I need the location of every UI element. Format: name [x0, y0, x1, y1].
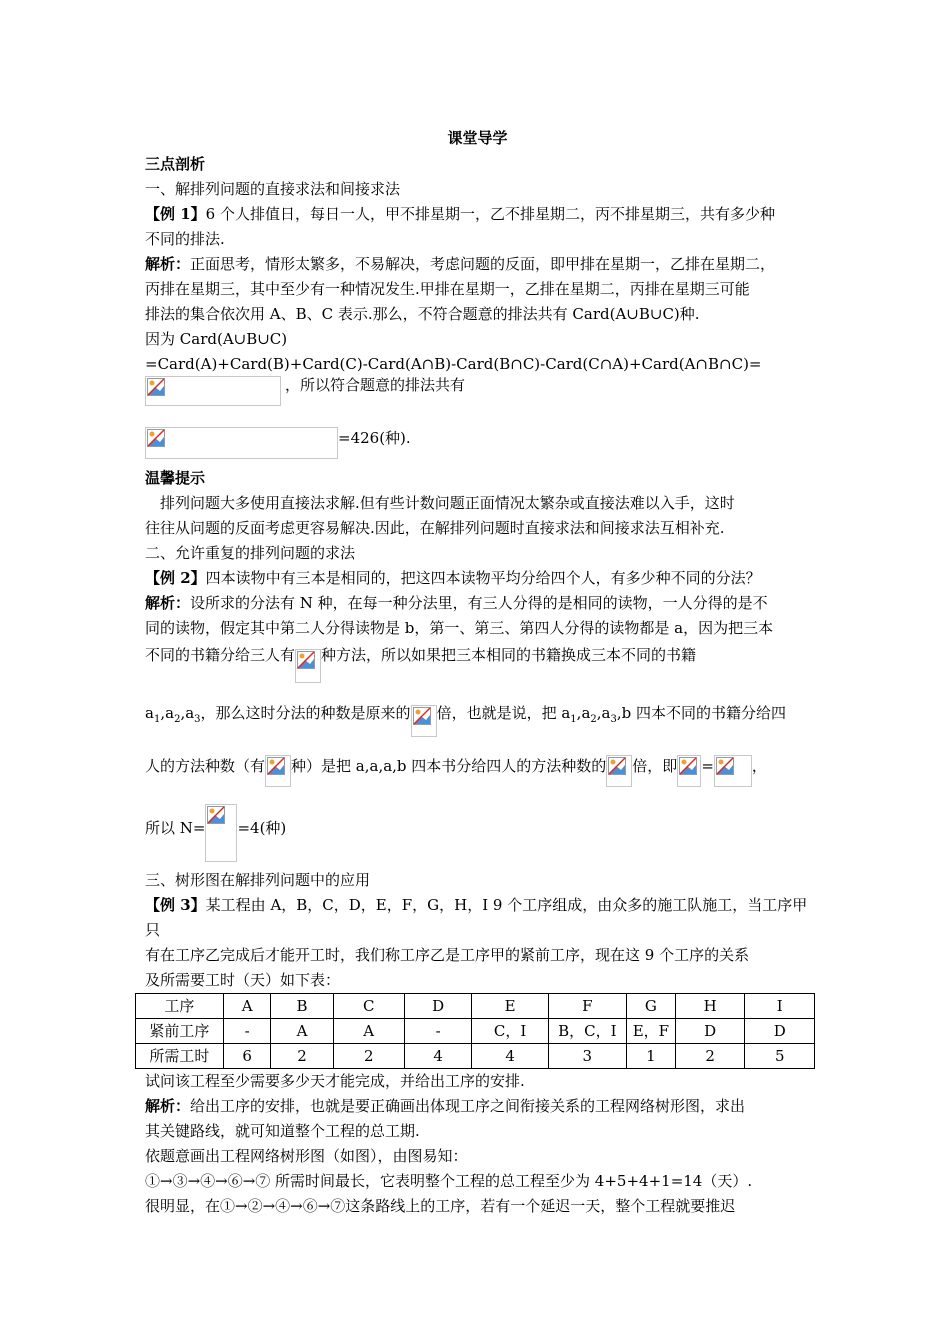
section-heading: 三点剖析	[145, 155, 206, 173]
process-table	[135, 993, 815, 1069]
s3-example-3: 及所需要工时（天）如下表：	[145, 971, 341, 989]
formula-image-n-times	[677, 755, 701, 787]
formula-image-times-2	[606, 755, 632, 787]
table-cell: 1	[626, 1044, 675, 1069]
s1-analysis: 解析：正面思考，情形太繁多，不易解决，考虑问题的反面，即甲排在星期一，乙排在星期二，	[145, 255, 776, 273]
table-cell: A	[223, 994, 271, 1019]
document-page	[145, 120, 810, 1219]
table-row	[136, 994, 815, 1019]
formula-image-a44	[265, 755, 291, 787]
table-cell: A	[271, 1019, 333, 1044]
s3-analysis-2: 其关键路线，就可知道整个工程的总工期.	[145, 1122, 420, 1140]
s2-line-5: 人的方法种数（有 种）是把 a,a,a,b 四本书分给四人的方法种数的 倍，即 = ，	[145, 741, 810, 791]
s3-heading: 三、树形图在解排列问题中的应用	[145, 871, 371, 889]
s3-example: 【例 3】某工程由 A，B，C，D，E，F，G，H，I 9 个工序组成，由众多的施工队施工，当工序甲只	[145, 896, 808, 939]
table-cell: E	[472, 994, 548, 1019]
s1-analysis-3: 排法的集合依次用 A、B、C 表示.那么，不符合题意的排法共有 Card(A∪B∪C)种.	[145, 305, 700, 323]
broken-image-icon	[679, 757, 697, 775]
table-cell: E，F	[626, 1019, 675, 1044]
s1-after-img1: ，所以符合题意的排法共有	[285, 375, 466, 394]
s3-question: 试问该工程至少需要多少天才能完成，并给出工序的安排.	[145, 1072, 525, 1090]
tip-line-2: 往往从问题的反面考虑更容易解决.因此，在解排列问题时直接求法和间接求法互相补充.	[145, 519, 725, 537]
s2-line-3: 不同的书籍分给三人有 种方法，所以如果把三本相同的书籍换成三本不同的书籍	[145, 641, 810, 685]
table-cell: F	[548, 994, 626, 1019]
table-row	[136, 1044, 815, 1069]
table-cell: 工序	[136, 994, 224, 1019]
broken-image-icon	[207, 806, 225, 824]
formula-image-times-1	[411, 705, 437, 737]
table-cell: 6	[223, 1044, 271, 1069]
broken-image-icon	[716, 757, 734, 775]
broken-image-icon	[297, 651, 315, 669]
s3-analysis-3: 依题意画出工程网络树形图（如图），由图易知：	[145, 1147, 468, 1165]
table-cell: 2	[271, 1044, 333, 1069]
page-title: 课堂导学	[447, 129, 508, 147]
s2-analysis: 解析：设所求的分法有 N 种，在每一种分法里，有三人分得的是相同的读物，一人分得的是不	[145, 594, 768, 612]
formula-image-fraction	[205, 804, 237, 862]
s3-analysis: 解析：给出工序的安排，也就是要正确画出体现工序之间衔接关系的工程网络树形图，求出	[145, 1097, 746, 1115]
table-cell: 5	[745, 1044, 815, 1069]
table-cell: B，C，I	[548, 1019, 626, 1044]
table-cell: I	[745, 994, 815, 1019]
s2-result: 所以 N= =4(种)	[145, 797, 810, 861]
table-cell: 4	[404, 1044, 472, 1069]
table-cell: 所需工时	[136, 1044, 224, 1069]
table-cell: -	[404, 1019, 472, 1044]
s2-analysis-2: 同的读物，假定其中第二人分得读物是 b，第一、第三、第四人分得的读物都是 a，因为把三本	[145, 619, 774, 637]
s1-after-img2: =426(种).	[338, 428, 411, 447]
s1-example: 【例 1】6 个人排值日，每日一人，甲不排星期一，乙不排星期二，丙不排星期三，共有多少种	[145, 205, 775, 223]
broken-image-icon	[147, 429, 165, 447]
s2-heading: 二、允许重复的排列问题的求法	[145, 544, 356, 562]
table-cell: 紧前工序	[136, 1019, 224, 1044]
s1-because: 因为 Card(A∪B∪C)	[145, 330, 288, 348]
table-cell: D	[745, 1019, 815, 1044]
s1-heading: 一、解排列问题的直接求法和间接求法	[145, 180, 401, 198]
table-cell: A	[333, 1019, 404, 1044]
formula-image-a44-2	[714, 755, 752, 787]
table-cell: G	[626, 994, 675, 1019]
table-row	[136, 1019, 815, 1044]
table-cell: D	[404, 994, 472, 1019]
s1-img-line-2	[145, 424, 810, 462]
broken-image-icon	[147, 378, 165, 396]
formula-image-2	[145, 427, 338, 459]
table-cell: 3	[548, 1044, 626, 1069]
s1-formula: =Card(A)+Card(B)+Card(C)-Card(A∩B)-Card(B∩C)-Card(C∩A)+Card(A∩B∩C)=	[145, 355, 762, 373]
s1-analysis-2: 丙排在星期三，其中至少有一种情况发生.甲排在星期一，乙排在星期二，丙排在星期三可能	[145, 280, 750, 298]
table-cell: H	[675, 994, 745, 1019]
s2-example: 【例 2】四本读物中有三本是相同的，把这四本读物平均分给四个人，有多少种不同的分法？	[145, 569, 761, 587]
tip-line-1: 排列问题大多使用直接法求解.但有些计数问题正面情况太繁杂或直接法难以入手，这时	[160, 494, 735, 512]
table-cell: 2	[675, 1044, 745, 1069]
s3-example-2: 有在工序乙完成后才能开工时，我们称工序乙是工序甲的紧前工序，现在这 9 个工序的关系	[145, 946, 750, 964]
formula-image-a33	[295, 649, 321, 683]
table-cell: 2	[333, 1044, 404, 1069]
table-cell: C	[333, 994, 404, 1019]
s3-analysis-5: 很明显，在①→②→④→⑥→⑦这条路线上的工序，若有一个延迟一天，整个工程就要推迟	[145, 1197, 736, 1215]
table-cell: C，I	[472, 1019, 548, 1044]
table-cell: D	[675, 1019, 745, 1044]
formula-image-1	[145, 376, 281, 406]
s1-img-line-1	[145, 374, 810, 408]
broken-image-icon	[413, 707, 431, 725]
s1-example-cont: 不同的排法.	[145, 230, 225, 248]
table-cell: 4	[472, 1044, 548, 1069]
tip-heading: 温馨提示	[145, 469, 206, 487]
broken-image-icon	[267, 757, 285, 775]
s3-analysis-4: ①→③→④→⑥→⑦ 所需时间最长，它表明整个工程的总工程至少为 4+5+4+1=14（天）.	[145, 1172, 753, 1190]
broken-image-icon	[608, 757, 626, 775]
table-cell: B	[271, 994, 333, 1019]
table-cell: -	[223, 1019, 271, 1044]
s2-line-4: $a_1,a_2,a_3$，那么这时分法的种数是原来的 倍，也就是说，把 $a_1,a_2,a_3,b$ 四本不同的书籍分给四	[145, 691, 810, 741]
